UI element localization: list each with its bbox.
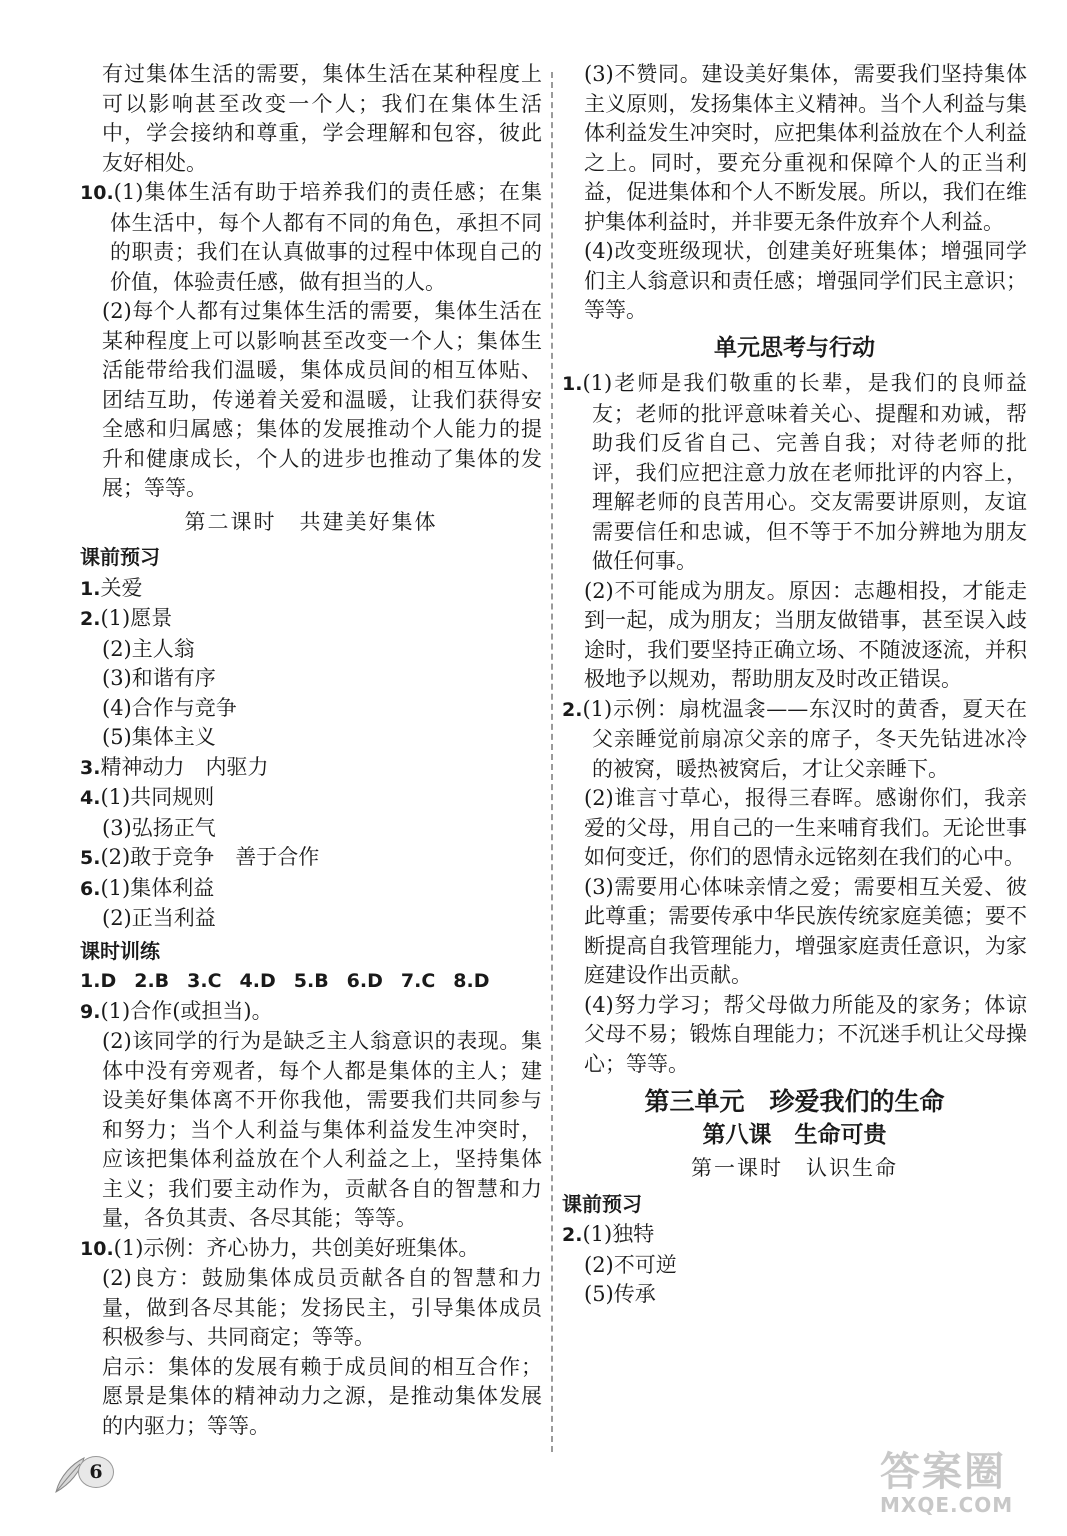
training-heading: 课时训练 bbox=[80, 938, 160, 963]
question-9-part-2: (2)该同学的行为是缺乏主人翁意识的表现。集体中没有旁观者，每个人都是集体的主人；建设美好集体离不开你我他，需要我们共同参与和努力；当个人利益与集体利益发生冲突时，应该把集体利益放在个人利益之上，坚持集体主义；我们要主动作为，贡献各自的智慧和力量，各负其责、各尽其能；等等。 bbox=[102, 1029, 542, 1230]
left-column bbox=[80, 60, 542, 1441]
lesson-title: 第二课时 共建美好集体 bbox=[184, 509, 438, 534]
question-10b-part-1: 10.(1)示例：齐心协力，共创美好班集体。 bbox=[80, 1235, 480, 1260]
preview-item: 4.(1)共同规则 bbox=[80, 785, 215, 809]
page-number: 6 bbox=[78, 1456, 114, 1488]
answer-part-3: (3)不赞同。建设美好集体，需要我们坚持集体主义原则，发扬集体主义精神。当个人利益与集体利益发生冲突时，应把集体利益放在个人利益之上。同时，要充分重视和保障个人的正当利益，促进集体和个人不断发展。所以，我们在维护集体利益时，并非要无条件放弃个人利益。 bbox=[584, 62, 1027, 234]
unit-q1-part-2: (2)不可能成为朋友。原因：志趣相投，才能走到一起，成为朋友；当朋友做错事，甚至误入歧途时，我们要坚持正确立场、不随波逐流，并积极地予以规劝，帮助朋友及时改正错误。 bbox=[584, 578, 1027, 691]
preview-item: (5)传承 bbox=[584, 1282, 656, 1306]
preview-item: (3)弘扬正气 bbox=[102, 815, 216, 840]
unit-q2-part-4: (4)努力学习；帮父母做力所能及的家务；体谅父母不易；锻炼自理能力；不沉迷手机让父母操心；等等。 bbox=[584, 992, 1027, 1076]
unit-q2-part-3: (3)需要用心体味亲情之爱；需要相互关爱、彼此尊重；需要传承中华民族传统家庭美德；要不断提高自我管理能力，增强家庭责任意识，为家庭建设作出贡献。 bbox=[584, 874, 1027, 987]
unit-thinking-heading: 单元思考与行动 bbox=[714, 334, 875, 361]
lesson-8-heading: 第八课 生命可贵 bbox=[702, 1121, 887, 1148]
question-10b-part-2: (2)良方：鼓励集体成员贡献各自的智慧和力量，做到各尽其能；发扬民主，引导集体成员积极参与、共同商定；等等。 bbox=[102, 1266, 542, 1349]
preview-item: 2.(1)愿景 bbox=[80, 606, 173, 630]
preview-item: 1.关爱 bbox=[80, 575, 143, 600]
lesson-8-subtitle: 第一课时 认识生命 bbox=[691, 1156, 898, 1180]
multiple-choice-answers: 1.D 2.B 3.C 4.D 5.B 6.D 7.C 8.D bbox=[80, 970, 490, 992]
site-watermark bbox=[880, 1440, 1060, 1530]
watermark-url: MXQE.COM bbox=[880, 1493, 1014, 1517]
question-9-part-1: 9.(1)合作(或担当)。 bbox=[80, 998, 273, 1023]
preview-item: 5.(2)敢于竞争 善于合作 bbox=[80, 845, 320, 869]
preview-item: 6.(1)集体利益 bbox=[80, 875, 215, 900]
preview-heading: 课前预习 bbox=[80, 545, 160, 569]
preview-heading: 课前预习 bbox=[562, 1191, 642, 1216]
answer-part-4: (4)改变班级现状，创建美好班集体；增强同学们主人翁意识和责任感；增强同学们民主意识；等等。 bbox=[584, 239, 1027, 322]
question-10b-part-3: 启示：集体的发展有赖于成员间的相互合作；愿景是集体的精神动力之源，是推动集体发展的内驱力；等等。 bbox=[102, 1354, 542, 1438]
preview-item: 3.精神动力 内驱力 bbox=[80, 754, 269, 779]
preview-item: (2)不可逆 bbox=[584, 1252, 677, 1277]
continued-paragraph: 有过集体生活的需要，集体生活在某种程度上可以影响甚至改变一个人；我们在集体生活中，学会接纳和尊重，学会理解和包容，彼此友好相处。 bbox=[102, 62, 542, 175]
question-10-part-2: (2)每个人都有过集体生活的需要，集体生活在某种程度上可以影响甚至改变一个人；集体生活能带给我们温暖，集体成员间的相互体贴、团结互助，传递着关爱和温暖，让我们获得安全感和归属感；集体的发展推动个人能力的提升和健康成长，个人的进步也推动了集体的发展；等等。 bbox=[102, 299, 542, 500]
preview-item: 2.(1)独特 bbox=[562, 1222, 655, 1246]
unit-q2-part-1: 2.(1)示例：扇枕温衾——东汉时的黄香，夏天在父亲睡觉前扇凉父亲的席子，冬天先钻进冰冷的被窝，暖热被窝后，才让父亲睡下。 bbox=[562, 696, 1027, 781]
unit-q1-part-1: 1.(1)老师是我们敬重的长辈，是我们的良师益友；老师的批评意味着关心、提醒和劝诫，帮助我们反省自己、完善自我；对待老师的批评，我们应把注意力放在老师批评的内容上，理解老师的良苦用心。交友需要讲原则，友谊需要信任和忠诚，但不等于不加分辨地为朋友做任何事。 bbox=[562, 371, 1027, 573]
preview-item: (3)和谐有序 bbox=[102, 666, 216, 690]
right-column bbox=[562, 60, 1027, 1310]
watermark-logo-text: 答案圈 bbox=[880, 1449, 1006, 1495]
unit-3-heading: 第三单元 珍爱我们的生命 bbox=[644, 1087, 945, 1116]
unit-q2-part-2: (2)谁言寸草心，报得三春晖。感谢你们，我亲爱的父母，用自己的一生来哺育我们。无论世事如何变迁，你们的恩情永远铭刻在我们的心中。 bbox=[584, 786, 1027, 869]
preview-item: (2)主人翁 bbox=[102, 636, 195, 661]
answer-text: (1)集体生活有助于培养我们的责任感；在集体生活中，每个人都有不同的角色，承担不同的职责；我们在认真做事的过程中体现自己的价值，体验责任感，做有担当的人。 bbox=[110, 180, 542, 294]
preview-item: (2)正当利益 bbox=[102, 906, 216, 930]
question-number: 10. bbox=[80, 182, 114, 204]
column-divider bbox=[551, 72, 553, 1452]
page-number-badge bbox=[50, 1450, 120, 1500]
preview-item: (5)集体主义 bbox=[102, 725, 216, 749]
question-10-part-1 bbox=[80, 178, 542, 297]
preview-item: (4)合作与竞争 bbox=[102, 695, 237, 720]
